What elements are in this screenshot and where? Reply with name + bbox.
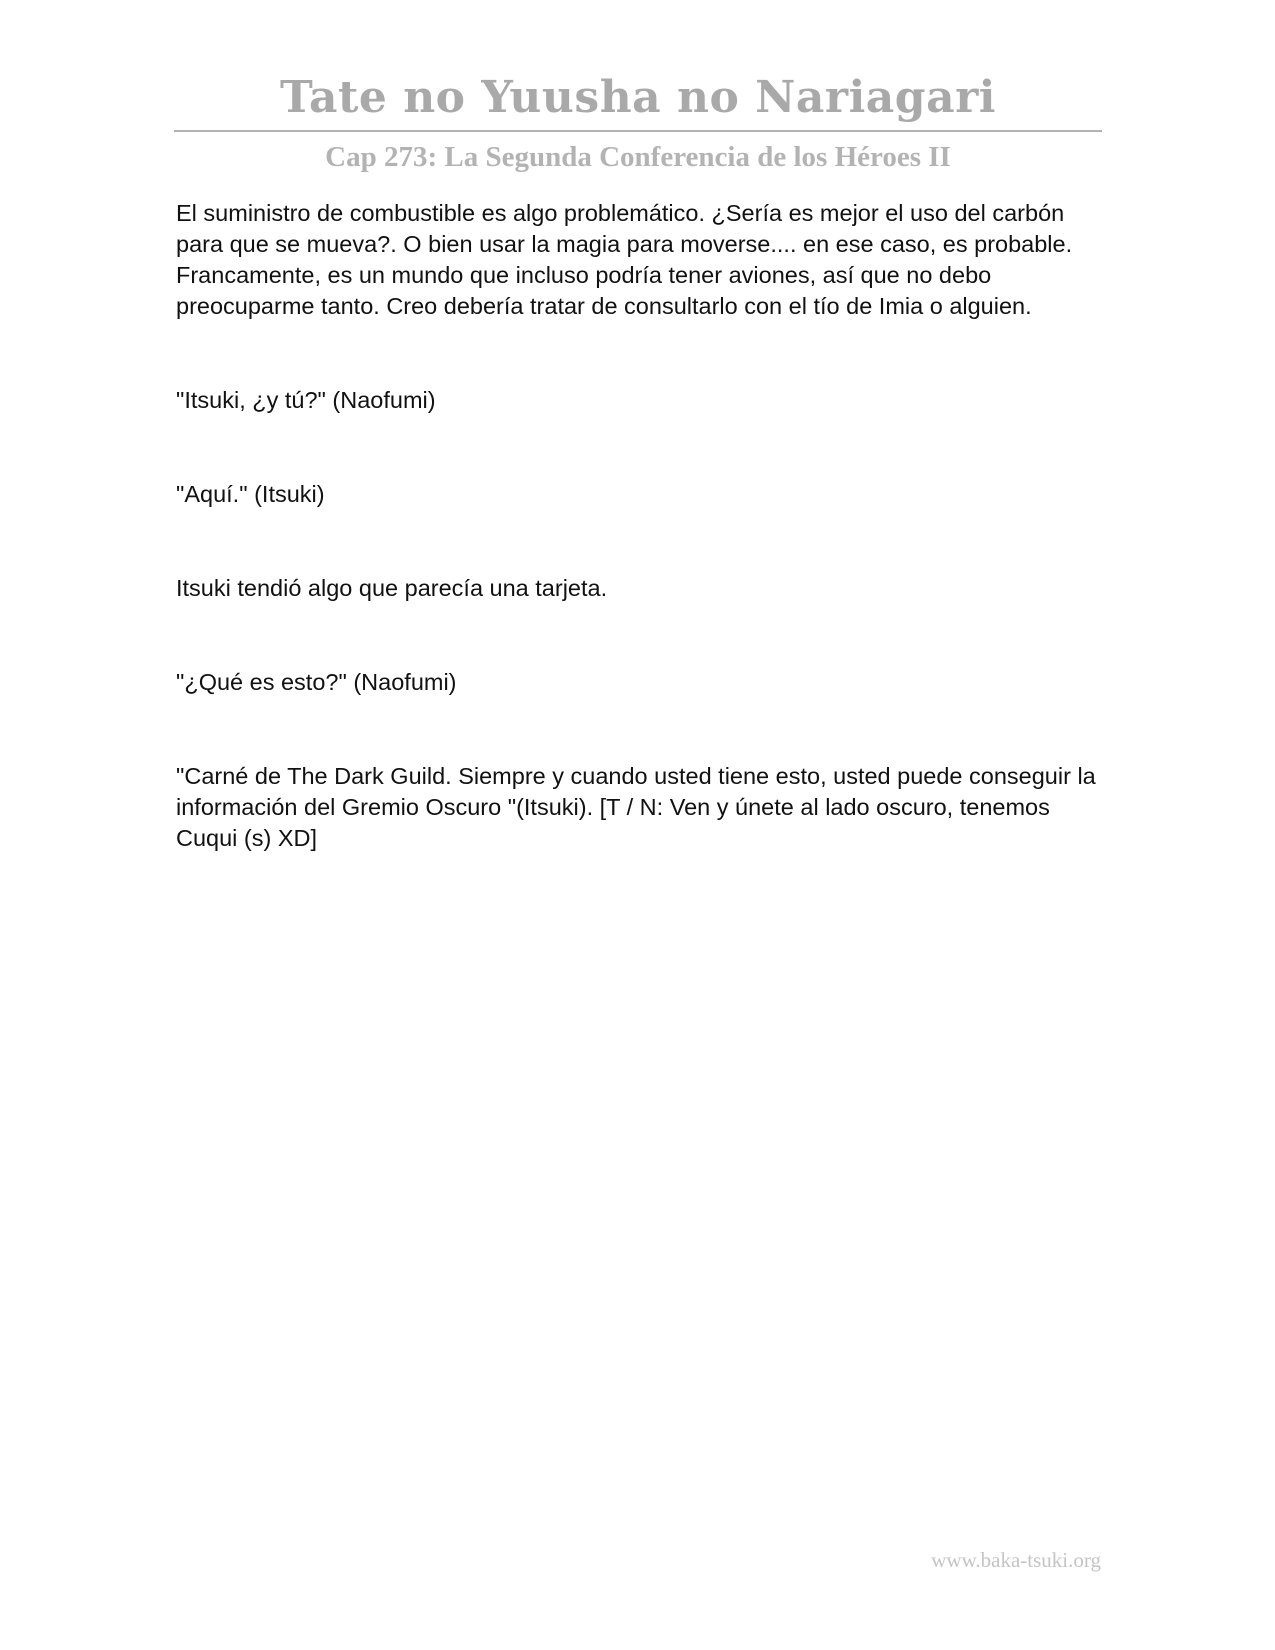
chapter-body xyxy=(176,198,1101,854)
title-divider xyxy=(174,130,1102,132)
paragraph: "Carné de The Dark Guild. Siempre y cuando usted tiene esto, usted puede conseguir la información del Gremio Oscuro "(Itsuki). [T / N: Ven y únete al lado oscuro, tenemos Cuqui (s) XD] xyxy=(176,763,1096,851)
paragraph: "Aquí." (Itsuki) xyxy=(176,481,325,507)
paragraph: "¿Qué es esto?" (Naofumi) xyxy=(176,669,457,695)
page-header xyxy=(174,70,1102,176)
paragraph: Itsuki tendió algo que parecía una tarjeta. xyxy=(176,575,608,601)
paragraph: "Itsuki, ¿y tú?" (Naofumi) xyxy=(176,387,436,413)
paragraph: El suministro de combustible es algo problemático. ¿Sería es mejor el uso del carbón para que se mueva?. O bien usar la magia para moverse.... en ese caso, es probable. Francamente, es un mundo que incluso podría tener aviones, así que no debo preocuparme tanto. Creo debería tratar de consultarlo con el tío de Imia o alguien. xyxy=(176,200,1073,319)
page-title: Tate no Yuusha no Nariagari xyxy=(280,72,996,123)
footer-website: www.baka-tsuki.org xyxy=(931,1548,1101,1572)
chapter-subtitle: Cap 273: La Segunda Conferencia de los Héroes II xyxy=(325,141,951,173)
